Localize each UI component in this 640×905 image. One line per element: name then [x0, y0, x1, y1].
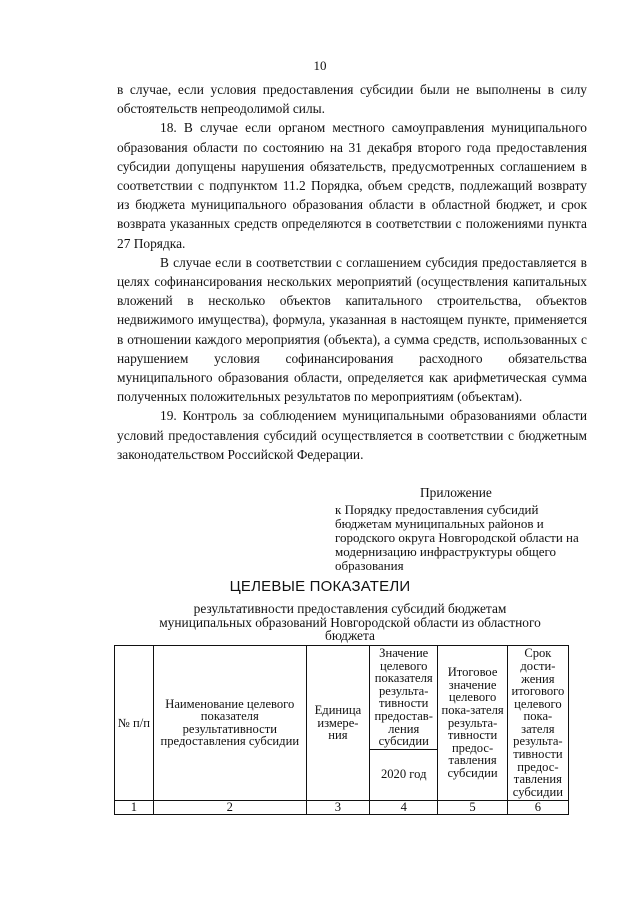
page-number: 10 — [313, 58, 327, 73]
column-number: 4 — [370, 800, 438, 814]
column-number: 2 — [153, 800, 306, 814]
indicators-table — [114, 645, 569, 815]
paragraph-cofinancing: В случае если в соответствии с соглашением субсидия предоставляется в целях софинансирования нескольких мероприятий (осуществления капитальных вложений в несколько объектов капитального строительства, объектов недвижимого имущества), формула, указанная в настоящем пункте, применяется в отношении каждого мероприятия (объекта), а сумма средств, использованных с нарушением условия софинансирования расходного обязательства муниципального образования области, определяется как арифметическая сумма полученных положительных результатов по мероприятиям (объектам). — [117, 254, 587, 405]
appendix-label: Приложение — [420, 485, 492, 500]
header-final: Итоговое значение целевого пока-зателя результа-тивности предос-тавления субсидии — [438, 646, 507, 801]
column-number: 6 — [507, 800, 568, 814]
header-year: 2020 год — [370, 749, 438, 800]
header-unit: Единица измере-ния — [306, 646, 369, 801]
header-num: № п/п — [115, 646, 154, 801]
column-number-row — [115, 800, 569, 814]
header-name: Наименование целевого показателя результативности предоставления субсидии — [153, 646, 306, 801]
header-deadline: Срок дости-жения итогового целевого пока-зателя результа-тивности предос-тавления субсидии — [507, 646, 568, 801]
document-title: ЦЕЛЕВЫЕ ПОКАЗАТЕЛИ — [229, 578, 411, 595]
column-number: 3 — [306, 800, 369, 814]
appendix-subtitle: к Порядку предоставления субсидий бюджетам муниципальных районов и городского округа Новгородской области на модернизацию инфраструктуры общего образования — [335, 502, 579, 573]
body-text — [117, 80, 587, 464]
column-number: 1 — [115, 800, 154, 814]
paragraph-19: 19. Контроль за соблюдением муниципальными образованиями области условий предоставления субсидий осуществляется в соответствии с бюджетным законодательством Российской Федерации. — [117, 408, 587, 462]
document-subtitle: результативности предоставления субсидий бюджетам муниципальных образований Новгородской области из областного бюджета — [159, 601, 541, 644]
header-value: Значение целевого показателя результа-тивности предостав-ления субсидии — [370, 646, 438, 750]
column-number: 5 — [438, 800, 507, 814]
paragraph-18: 18. В случае если органом местного самоуправления муниципального образования области по состоянию на 31 декабря второго года предоставления субсидии допущены нарушения обязательств, предусмотренных соглашением в соответствии с подпунктом 11.2 Порядка, объем средств, подлежащий возврату из бюджета муниципального образования области в областной бюджет, и срок возврата указанных средств определяются в соответствии с положениями пункта 27 Порядка. — [117, 120, 587, 251]
paragraph-continuation: в случае, если условия предоставления субсидии были не выполнены в силу обстоятельств непреодолимой силы. — [117, 82, 587, 117]
